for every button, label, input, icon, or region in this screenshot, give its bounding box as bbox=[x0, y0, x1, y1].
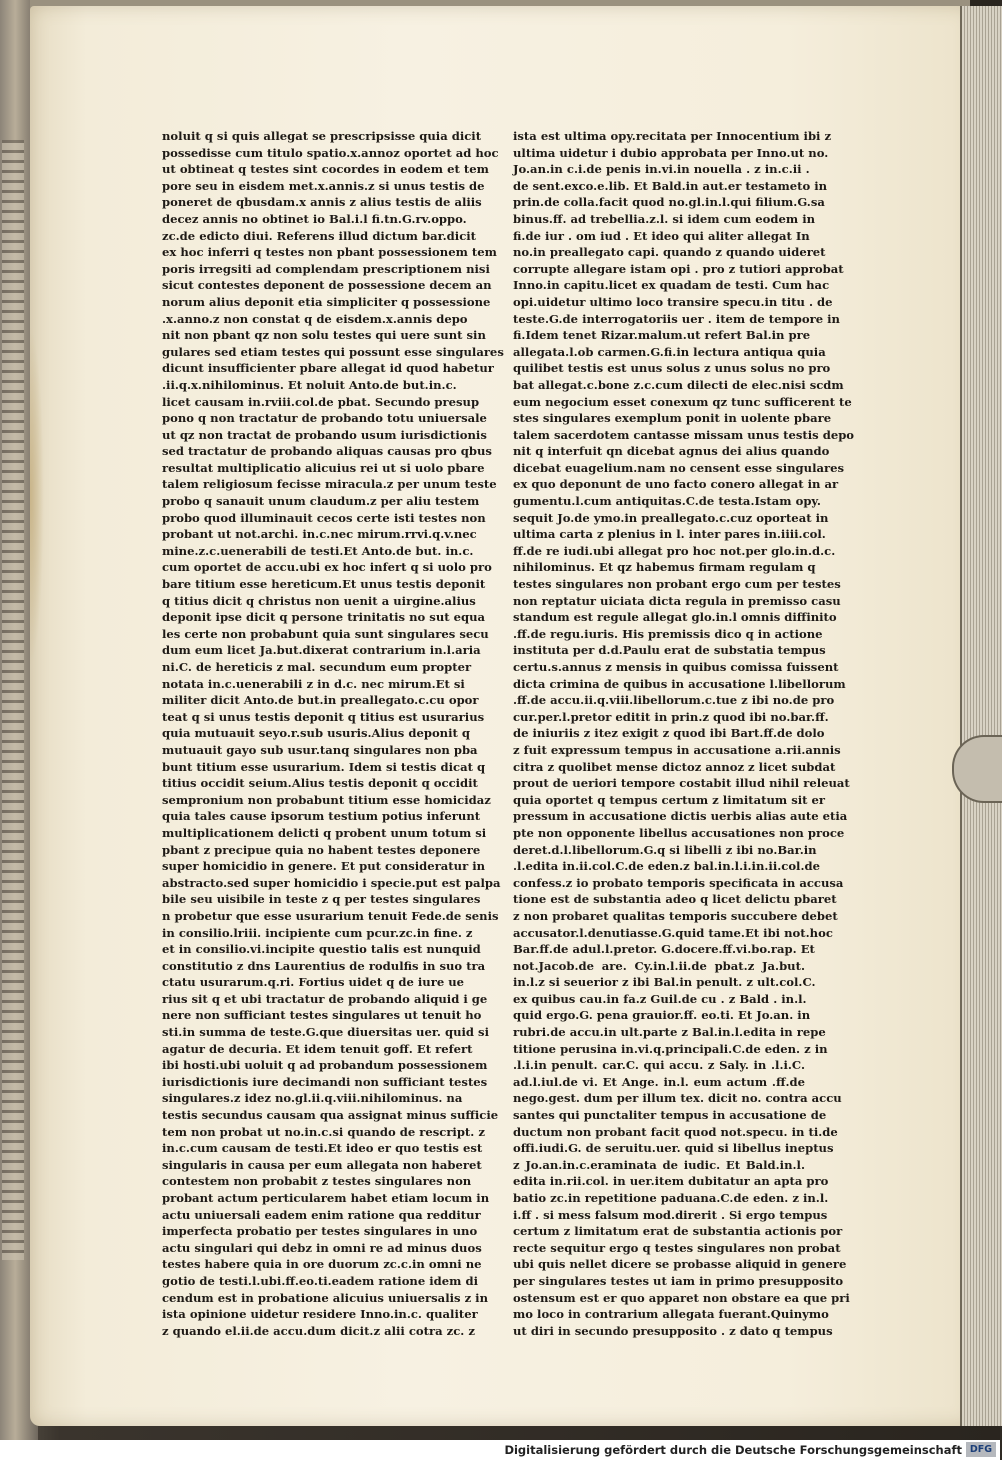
text-line: prout de ueriori tempore costabit illud nihil releuat bbox=[513, 776, 850, 791]
text-line: n probetur que esse usurarium tenuit Fede.de senis bbox=[162, 908, 499, 923]
text-line: poneret de qbusdam.x annis z alius testis de aliis bbox=[162, 195, 482, 210]
text-line: z fuit expressum tempus in accusatione a.rii.annis bbox=[513, 742, 841, 757]
text-line: .ff.de accu.ii.q.viii.libellorum.c.tue z ibi no.de pro bbox=[513, 693, 835, 708]
right-text-column bbox=[513, 128, 855, 1339]
text-line: titione perusina in.vi.q.principali.C.de eden. z in bbox=[513, 1041, 828, 1056]
text-line: non reptatur uiciata dicta regula in premisso casu bbox=[513, 593, 841, 608]
text-line: pbant z precipue quia no habent testes deponere bbox=[162, 842, 481, 857]
text-line: gumentu.l.cum antiquitas.C.de testa.Istam opy. bbox=[513, 494, 821, 509]
text-line: nere non sufficiant testes singulares ut tenuit ho bbox=[162, 1008, 482, 1023]
text-line: ultima carta z plenius in l. inter pares in.iiii.col. bbox=[513, 527, 826, 542]
text-line: pressum in accusatione dictis uerbis alias aute etia bbox=[513, 809, 848, 824]
page-stack-edge bbox=[960, 6, 1002, 1426]
text-line: citra z quolibet mense dictoz annoz z licet subdat bbox=[513, 759, 836, 774]
text-line: agatur de decuria. Et idem tenuit goff. Et refert bbox=[162, 1041, 473, 1056]
text-line: ut qz non tractat de probando usum iurisdictionis bbox=[162, 427, 487, 442]
text-line: ex quo deponunt de uno facto conero allegat in ar bbox=[513, 477, 839, 492]
text-line: singulares.z idez no.gl.ii.q.viii.nihilominus. na bbox=[162, 1091, 463, 1106]
text-line: in.l.z si seuerior z ibi Bal.in penult. z ult.col.C. bbox=[513, 975, 816, 990]
text-line: quia oportet q tempus certum z limitatum sit er bbox=[513, 792, 826, 807]
text-line: notata in.c.uenerabili z in d.c. nec mirum.Et si bbox=[162, 676, 465, 691]
text-line: sti.in summa de teste.G.que diuersitas uer. quid si bbox=[162, 1025, 489, 1040]
text-line: les certe non probabunt quia sunt singulares secu bbox=[162, 626, 489, 641]
text-line: tione est de substantia adeo q licet delictu pbaret bbox=[513, 892, 837, 907]
text-line: teste.G.de interrogatoriis uer . item de tempore in bbox=[513, 311, 840, 326]
text-line: singularis in causa per eum allegata non haberet bbox=[162, 1157, 482, 1172]
text-line: quia mutuauit seyo.r.sub usuris.Alius deponit q bbox=[162, 726, 471, 741]
text-line: contestem non probabit z testes singulares non bbox=[162, 1174, 472, 1189]
page-stain bbox=[30, 326, 44, 666]
text-line: instituta per d.d.Paulu erat de substatia tempus bbox=[513, 643, 826, 658]
text-line: .l.edita in.ii.col.C.de eden.z bal.in.l.i.in.ii.col.de bbox=[513, 859, 820, 874]
left-text-column bbox=[162, 128, 504, 1339]
text-line: multiplicationem delicti q probent unum totum si bbox=[162, 825, 487, 840]
text-line: ad.l.iul.de vi. Et Ange. in.l. eum actum .ff.de bbox=[513, 1074, 805, 1089]
text-line: mine.z.c.uenerabili de testi.Et Anto.de but. in.c. bbox=[162, 543, 474, 558]
dfg-logo: DFG bbox=[966, 1442, 996, 1457]
text-line: possedisse cum titulo spatio.x.annoz oportet ad hoc bbox=[162, 145, 499, 160]
text-line: gotio de testi.l.ubi.ff.eo.ti.eadem ratione idem di bbox=[162, 1273, 478, 1288]
text-line: i.ff . si mess falsum mod.direrit . Si ergo tempus bbox=[513, 1207, 828, 1222]
text-line: ctatu usurarum.q.ri. Fortius uidet q de iure ue bbox=[162, 975, 465, 990]
text-line: nit non pbant qz non solu testes qui uere sunt sin bbox=[162, 328, 486, 343]
text-line: nihilominus. Et qz habemus firmam regulam q bbox=[513, 560, 816, 575]
text-line: z non probaret qualitas temporis succubere debet bbox=[513, 908, 838, 923]
text-line: sed tractatur de probando aliquas causas pro qbus bbox=[162, 444, 492, 459]
text-line: no.in preallegato capi. quando z quando uideret bbox=[513, 245, 826, 260]
text-line: .ii.q.x.nihilominus. Et noluit Anto.de but.in.c. bbox=[162, 377, 457, 392]
text-line: Bar.ff.de adul.l.pretor. G.docere.ff.vi.bo.rap. Et bbox=[513, 942, 815, 957]
text-line: testes habere quia in ore duorum zc.c.in omni ne bbox=[162, 1257, 482, 1272]
text-line: talem sacerdotem cantasse missam unus testis depo bbox=[513, 427, 855, 442]
text-line: cum oportet de accu.ubi ex hoc infert q si uolo pro bbox=[162, 560, 492, 575]
text-line: quid ergo.G. pena grauior.ff. eo.ti. Et Jo.an. in bbox=[513, 1008, 811, 1023]
text-line: recte sequitur ergo q testes singulares non probat bbox=[513, 1240, 841, 1255]
text-line: testes singulares non probant ergo cum per testes bbox=[513, 577, 841, 592]
text-line: de iniuriis z itez exigit z quod ibi Bart.ff.de dolo bbox=[513, 726, 825, 741]
text-line: licet causam in.rviii.col.de pbat. Secundo presup bbox=[162, 394, 480, 409]
text-line: confess.z io probato temporis specificata in accusa bbox=[513, 875, 844, 890]
text-line: ista opinione uidetur residere Inno.in.c. qualiter bbox=[162, 1307, 478, 1322]
text-line: militer dicit Anto.de but.in preallegato.c.cu opor bbox=[162, 693, 479, 708]
text-line: certum z limitatum erat de substantia actionis por bbox=[513, 1224, 843, 1239]
text-line: quilibet testis est unus solus z unus solus no pro bbox=[513, 361, 831, 376]
text-line: poris irregsiti ad complendam prescriptionem nisi bbox=[162, 261, 490, 276]
text-line: binus.ff. ad trebellia.z.l. si idem cum eodem in bbox=[513, 211, 816, 226]
text-line: ultima uidetur i dubio approbata per Inno.ut no. bbox=[513, 145, 829, 160]
text-line: z quando el.ii.de accu.dum dicit.z alii cotra zc. z bbox=[162, 1323, 475, 1338]
text-line: prin.de colla.facit quod no.gl.in.l.qui filium.G.sa bbox=[513, 195, 825, 210]
text-line: ff.de re iudi.ubi allegat pro hoc not.per glo.in.d.c. bbox=[513, 543, 836, 558]
text-line: offi.iudi.G. de seruitu.uer. quid si libellus ineptus bbox=[513, 1141, 834, 1156]
text-line: corrupte allegare istam opi . pro z tutiori approbat bbox=[513, 261, 844, 276]
text-line: batio zc.in repetitione paduana.C.de eden. z in.l. bbox=[513, 1191, 829, 1205]
text-line: probo q sanauit unum claudum.z per aliu testem bbox=[162, 494, 480, 509]
text-line: accusator.l.denutiasse.G.quid tame.Et ibi not.hoc bbox=[513, 925, 833, 940]
text-line: dum eum licet Ja.but.dixerat contrarium in.l.aria bbox=[162, 643, 481, 658]
text-line: pore seu in eisdem met.x.annis.z si unus testis de bbox=[162, 178, 485, 193]
text-line: ex hoc inferri q testes non pbant possessionem tem bbox=[162, 245, 497, 260]
footer-credit: Digitalisierung gefördert durch die Deutsche Forschungsgemeinschaft bbox=[504, 1443, 962, 1457]
text-line: bare titium esse hereticum.Et unus testis deponit bbox=[162, 577, 486, 592]
text-line: opi.uidetur ultimo loco transire specu.in titu . de bbox=[513, 294, 833, 309]
text-line: testis secundus causam qua assignat minus sufficie bbox=[162, 1108, 499, 1123]
text-line: ista est ultima opy.recitata per Innocentium ibi z bbox=[513, 129, 832, 143]
text-line: stes singulares exemplum ponit in uolente pbare bbox=[513, 411, 832, 426]
text-line: ubi quis nellet dicere se probasse aliquid in genere bbox=[513, 1257, 847, 1272]
text-line: mutuauit gayo sub usur.tanq singulares non pba bbox=[162, 742, 478, 757]
text-line: in.c.cum causam de testi.Et ideo er quo testis est bbox=[162, 1141, 483, 1156]
text-line: rubri.de accu.in ult.parte z Bal.in.l.edita in repe bbox=[513, 1025, 826, 1040]
text-line: deret.d.l.libellorum.G.q si libelli z ibi no.Bar.in bbox=[513, 842, 817, 857]
text-line: bunt titium esse usurarium. Idem si testis dicat q bbox=[162, 759, 486, 774]
text-line: pono q non tractatur de probando totu uniuersale bbox=[162, 411, 487, 426]
text-line: bat allegat.c.bone z.c.cum dilecti de elec.nisi scdm bbox=[513, 377, 844, 392]
text-line: .ff.de regu.iuris. His premissis dico q in actione bbox=[513, 626, 823, 641]
text-line: constitutio z dns Laurentius de rodulfis in suo tra bbox=[162, 958, 486, 973]
text-line: noluit q si quis allegat se prescripsisse quia dicit bbox=[162, 129, 482, 143]
text-line: iurisdictionis iure decimandi non sufficiant testes bbox=[162, 1074, 488, 1089]
text-line: fi.de iur . om iud . Et ideo qui aliter allegat In bbox=[513, 228, 810, 243]
text-line: imperfecta probatio per testes singulares in uno bbox=[162, 1224, 478, 1239]
text-line: sicut contestes deponent de possessione decem an bbox=[162, 278, 492, 293]
text-line: in consilio.lriii. incipiente cum pcur.zc.in fine. z bbox=[162, 925, 473, 940]
text-line: decez annis no obtinet io Bal.i.l fi.tn.G.rv.oppo. bbox=[162, 211, 467, 226]
text-line: bile seu uisibile in teste z q per testes singulares bbox=[162, 892, 481, 907]
text-line: super homicidio in genere. Et put consideratur in bbox=[162, 859, 486, 874]
text-line: quia tales cause ipsorum testium potius inferunt bbox=[162, 809, 481, 824]
text-line: sequit Jo.de ymo.in preallegato.c.cuz oporteat in bbox=[513, 510, 829, 525]
text-line: z Jo.an.in.c.eraminata de iudic. Et Bald.in.l. bbox=[513, 1157, 805, 1172]
text-line: dicebat euagelium.nam no censent esse singulares bbox=[513, 460, 844, 475]
text-line: .l.i.in penult. car.C. qui accu. z Saly. in .l.i.C. bbox=[513, 1058, 805, 1073]
text-line: actu singulari qui debz in omni re ad minus duos bbox=[162, 1240, 482, 1255]
text-line: allegata.l.ob carmen.G.fi.in lectura antiqua quia bbox=[513, 344, 826, 359]
text-line: dicunt insufficienter pbare allegat id quod habetur bbox=[162, 361, 494, 376]
text-line: standum est regule allegat glo.in.l omnis diffinito bbox=[513, 610, 837, 625]
text-line: cur.per.l.pretor editit in prin.z quod ibi no.bar.ff. bbox=[513, 709, 829, 724]
text-line: edita in.rii.col. in uer.item dubitatur an apta pro bbox=[513, 1174, 829, 1189]
text-line: .x.anno.z non constat q de eisdem.x.annis depo bbox=[162, 311, 468, 326]
text-line: sempronium non probabunt titium esse homicidaz bbox=[162, 792, 491, 807]
text-line: zc.de edicto diui. Referens illud dictum bar.dicit bbox=[162, 228, 477, 243]
text-line: Inno.in capitu.licet ex quadam de testi. Cum hac bbox=[513, 278, 830, 293]
text-line: gulares sed etiam testes qui possunt esse singulares bbox=[162, 344, 504, 359]
text-line: ibi hosti.ubi uoluit q ad probandum possessionem bbox=[162, 1058, 488, 1073]
text-line: certu.s.annus z mensis in quibus comissa fuissent bbox=[513, 660, 839, 674]
text-line: de sent.exco.e.lib. Et Bald.in aut.er testameto in bbox=[513, 178, 828, 193]
text-line: probo quod illuminauit cecos certe isti testes non bbox=[162, 510, 486, 525]
text-line: deponit ipse dicit q persone trinitatis no sut equa bbox=[162, 610, 486, 625]
text-line: ni.C. de hereticis z mal. secundum eum propter bbox=[162, 660, 472, 674]
text-line: ductum non probant facit quod not.specu. in ti.de bbox=[513, 1124, 838, 1139]
text-line: dicta crimina de quibus in accusatione l.libellorum bbox=[513, 676, 846, 691]
text-line: et in consilio.vi.incipite questio talis est nunquid bbox=[162, 942, 481, 957]
text-line: per singulares testes ut iam in primo presupposito bbox=[513, 1273, 844, 1288]
text-line: cendum est in probatione alicuius uniuersalis z in bbox=[162, 1290, 489, 1305]
text-line: not.Jacob.de are. Cy.in.l.ii.de pbat.z Ja.but. bbox=[513, 958, 805, 973]
text-line: actu uniuersali eadem enim ratione qua redditur bbox=[162, 1207, 481, 1222]
text-line: nit q interfuit qn dicebat agnus dei alius quando bbox=[513, 444, 830, 459]
text-line: titius occidit seium.Alius testis deponit q occidit bbox=[162, 776, 478, 791]
text-line: abstracto.sed super homicidio i specie.put est palpa bbox=[162, 875, 501, 890]
text-line: eum negocium esset conexum qz tunc sufficerent te bbox=[513, 394, 852, 409]
text-line: pte non opponente libellus accusationes non proce bbox=[513, 825, 845, 840]
text-line: mo loco in contrarium allegata fuerant.Quinymo bbox=[513, 1307, 829, 1322]
text-line: ut obtineat q testes sint cocordes in eodem et tem bbox=[162, 162, 489, 177]
text-line: ostensum est er quo apparet non obstare ea que pri bbox=[513, 1290, 850, 1305]
text-line: fi.Idem tenet Rizar.malum.ut refert Bal.in pre bbox=[513, 328, 811, 343]
text-line: talem religiosum fecisse miracula.z per unum teste bbox=[162, 477, 497, 492]
text-line: ut diri in secundo presupposito . z dato q tempus bbox=[513, 1323, 833, 1338]
text-line: probant actum perticularem habet etiam locum in bbox=[162, 1191, 490, 1205]
text-line: santes qui punctaliter tempus in accusatione de bbox=[513, 1108, 827, 1123]
text-line: Jo.an.in c.i.de penis in.vi.in nouella . z in.c.ii . bbox=[513, 162, 810, 177]
text-line: probant ut not.archi. in.c.nec mirum.rrvi.q.v.nec bbox=[162, 527, 477, 542]
text-line: ex quibus cau.in fa.z Guil.de cu . z Bald . in.l. bbox=[513, 991, 807, 1006]
text-line: rius sit q et ubi tractatur de probando aliquid i ge bbox=[162, 991, 488, 1006]
text-line: norum alius deponit etia simpliciter q possessione bbox=[162, 294, 491, 309]
text-line: q titius dicit q christus non uenit a uirgine.alius bbox=[162, 593, 476, 608]
facing-page-text-strip bbox=[2, 140, 24, 1260]
text-line: tem non probat ut no.in.c.si quando de rescript. z bbox=[162, 1124, 485, 1139]
text-line: teat q si unus testis deponit q titius est usurarius bbox=[162, 709, 485, 724]
text-line: resultat multiplicatio alicuius rei ut si uolo pbare bbox=[162, 460, 485, 475]
text-line: nego.gest. dum per illum tex. dicit no. contra accu bbox=[513, 1091, 842, 1106]
